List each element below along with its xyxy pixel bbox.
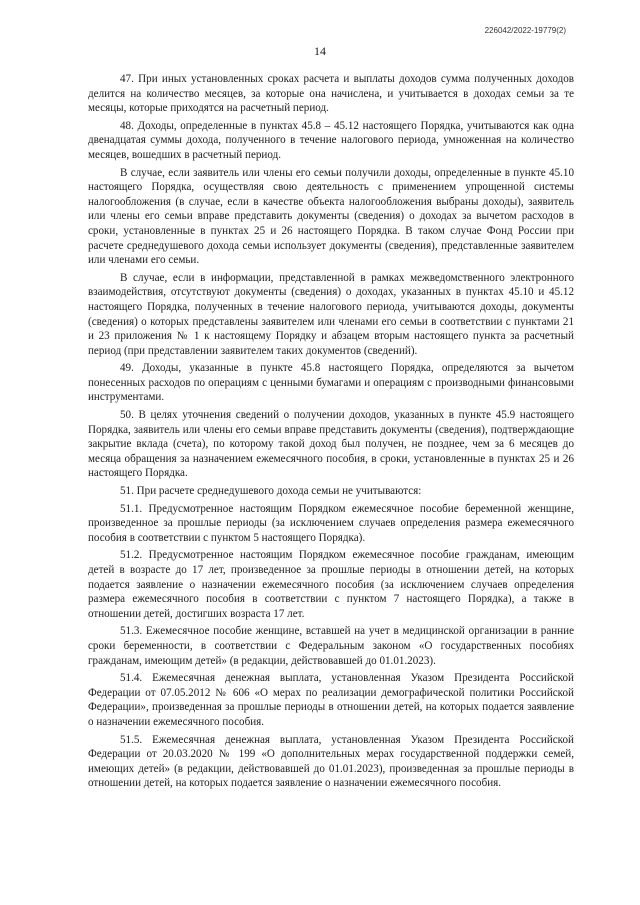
paragraph-48: 48. Доходы, определенные в пунктах 45.8 – 45.12 настоящего Порядка, учитываются как одна двенадцатая суммы дохода, полученного в течение налогового периода, умноженная на количество месяцев, вошедших в расчетный период.	[88, 119, 574, 161]
page-number: 14	[314, 44, 326, 58]
paragraph-51-5: 51.5. Ежемесячная денежная выплата, установленная Указом Президента Российской Федерации от 20.03.2020 № 199 «О дополнительных мерах государственной поддержки семей, имеющих детей» (в редакции, действовавшей до 01.01.2023), произведенная за прошлые периоды в отношении детей, на которых подается заявление о назначении ежемесячного пособия.	[88, 733, 574, 790]
paragraph-51-4: 51.4. Ежемесячная денежная выплата, установленная Указом Президента Российской Федерации от 07.05.2012 № 606 «О мерах по реализации демографической политики Российской Федерации», произведенная за прошлые периоды в отношении детей, на которых подается заявление о назначении ежемесячного пособия.	[88, 672, 574, 728]
document-body	[88, 72, 574, 794]
document-registration-number: 226042/2022-19779(2)	[484, 26, 566, 35]
paragraph-49: 49. Доходы, указанные в пункте 45.8 настоящего Порядка, определяются за вычетом понесенных расходов по операциям с ценными бумагами и операциям с производными финансовыми инструментами.	[88, 362, 574, 404]
paragraph-48-simplified-tax: В случае, если заявитель или члены его семьи получили доходы, определенные в пункте 45.10 настоящего Порядка, осуществляя свою деятельность с применением упрощенной системы налогообложения (в случае, если в качестве объекта налогообложения выбраны доходы), заявитель или члены его семьи вправе представить документы (сведения) о доходах за вычетом расходов в сроки, установленные в пунктах 25 и 26 настоящего Порядка. В таком случае Фонд России при расчете среднедушевого дохода семьи использует документы (сведения), представленные заявителем или членами его семьи.	[88, 166, 574, 267]
paragraph-51-3: 51.3. Ежемесячное пособие женщине, вставшей на учет в медицинской организации в ранние сроки беременности, в соответствии с Федеральным законом «О государственных пособиях гражданам, имеющим детей» (в редакции, действовавшей до 01.01.2023).	[88, 625, 574, 667]
paragraph-51: 51. При расчете среднедушевого дохода семьи не учитываются:	[120, 485, 422, 498]
paragraph-50: 50. В целях уточнения сведений о получении доходов, указанных в пункте 45.9 настоящего Порядка, заявитель или члены его семьи вправе представить документы (сведения), подтверждающие закрытие вклада (счета), по которому такой доход был получен, не позднее, чем за 6 месяцев до месяца обращения за назначением ежемесячного пособия, в сроки, установленные в пунктах 25 и 26 настоящего Порядка.	[88, 409, 574, 480]
paragraph-48-interagency: В случае, если в информации, представленной в рамках межведомственного электронного взаимодействия, отсутствуют документы (сведения) о доходах, указанных в пунктах 45.10 и 45.12 настоящего Порядка, полученных в течение налогового периода, учитываются доходы, документы (сведения) о которых представлены заявителем или членами его семьи в соответствии с пунктами 21 и 23 приложения № 1 к настоящему Порядку и абзацем вторым настоящего пункта за расчетный период (при представлении заявителем таких документов (сведений).	[88, 271, 574, 357]
paragraph-51-1: 51.1. Предусмотренное настоящим Порядком ежемесячное пособие беременной женщине, произведенное за прошлые периоды (за исключением случаев определения размера ежемесячного пособия в соответствии с пунктом 5 настоящего Порядка).	[88, 502, 574, 544]
paragraph-51-2: 51.2. Предусмотренное настоящим Порядком ежемесячное пособие гражданам, имеющим детей в возрасте до 17 лет, произведенное за прошлые периоды в отношении детей, на которых подается заявление о назначении ежемесячного пособия (за исключением случаев определения размера ежемесячного пособия в соответствии с пунктом 7 настоящего Порядка), а также в отношении детей, достигших возраста 17 лет.	[88, 549, 574, 620]
paragraph-47: 47. При иных установленных сроках расчета и выплаты доходов сумма полученных доходов делится на количество месяцев, за которые она начислена, и учитывается в доходах семьи за те месяцы, которые приходятся на расчетный период.	[88, 73, 574, 115]
